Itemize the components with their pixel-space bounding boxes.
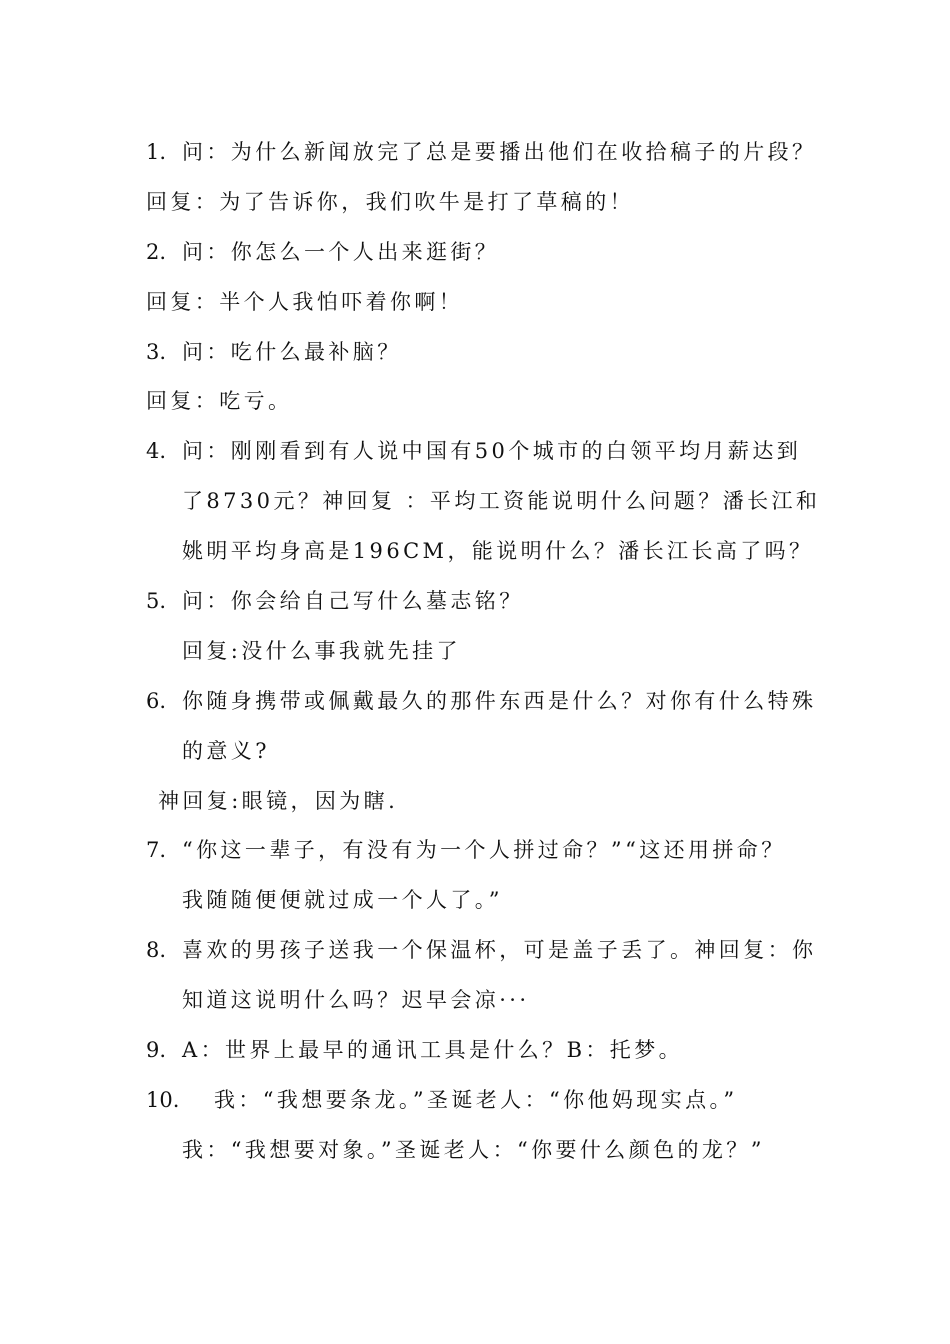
item-number: 2. — [146, 240, 167, 264]
item-number: 3. — [146, 340, 167, 364]
item-7-line-1 — [146, 835, 786, 865]
item-6-reply: 神回复:眼镜，因为瞎. — [158, 789, 399, 813]
item-10-line-2: 我：“我想要对象。”圣诞老人：“你要什么颜色的龙？” — [182, 1138, 765, 1162]
item-text: 问：你会给自己写什么墓志铭？ — [182, 589, 524, 613]
item-text: “你这一辈子，有没有为一个人拼过命？”“这还用拼命？ — [182, 838, 786, 862]
item-10-line-1 — [146, 1085, 738, 1115]
item-text: 问：你怎么一个人出来逛街？ — [182, 240, 500, 264]
item-3-reply: 回复：吃亏。 — [146, 389, 293, 413]
item-text: 你随身携带或佩戴最久的那件东西是什么？对你有什么特殊 — [182, 689, 817, 713]
item-8-line-1 — [146, 935, 816, 965]
item-number: 5. — [146, 589, 167, 613]
item-2-question — [146, 237, 499, 267]
item-text: 我：“我想要条龙。”圣诞老人：“你他妈现实点。” — [214, 1088, 738, 1112]
item-8-line-2: 知道这说明什么吗？迟早会凉··· — [182, 988, 530, 1012]
item-number: 6. — [146, 689, 167, 713]
item-text: 问：吃什么最补脑？ — [182, 340, 402, 364]
item-7-line-2: 我随随便便就过成一个人了。” — [182, 888, 503, 912]
item-6-line-2: 的意义? — [182, 739, 270, 763]
item-5-reply: 回复:没什么事我就先挂了 — [182, 639, 461, 663]
item-text: 问：为什么新闻放完了总是要播出他们在收拾稿子的片段？ — [182, 140, 817, 164]
item-6-question — [146, 686, 816, 716]
item-4-line-3: 姚明平均身高是196CM，能说明什么？潘长江长高了吗？ — [182, 539, 814, 563]
item-1-question — [146, 137, 816, 167]
item-text: A：世界上最早的通讯工具是什么？B：托梦。 — [182, 1038, 683, 1062]
item-2-reply: 回复：半个人我怕吓着你啊！ — [146, 290, 464, 314]
item-text: 问：刚刚看到有人说中国有50个城市的白领平均月薪达到 — [182, 439, 802, 463]
item-number: 9. — [146, 1038, 167, 1062]
item-number: 8. — [146, 938, 167, 962]
item-1-reply: 回复：为了告诉你，我们吹牛是打了草稿的！ — [146, 190, 634, 214]
item-5-question — [146, 586, 524, 616]
item-number: 4. — [146, 439, 167, 463]
item-3-question — [146, 337, 402, 367]
item-9-line-1 — [146, 1035, 683, 1065]
item-number: 7. — [146, 838, 167, 862]
item-4-question — [146, 436, 801, 466]
item-number: 10. — [146, 1088, 180, 1112]
item-number: 1. — [146, 140, 167, 164]
item-text: 喜欢的男孩子送我一个保温杯，可是盖子丢了。神回复：你 — [182, 938, 817, 962]
item-4-line-2: 了8730元？神回复 ：平均工资能说明什么问题？潘长江和 — [182, 489, 821, 513]
